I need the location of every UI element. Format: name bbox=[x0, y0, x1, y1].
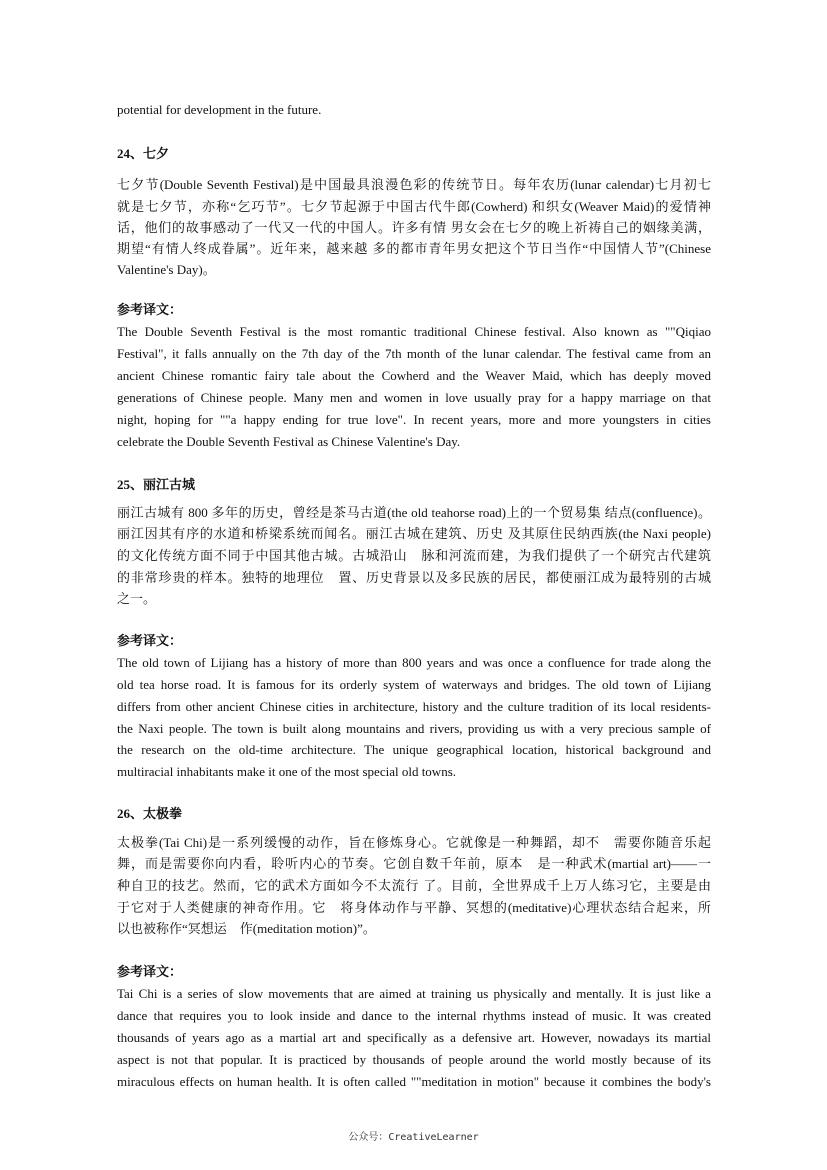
section-26-cn-line: 舞，而是需要你向内看，聆听内心的节奏。它创自数千年前，原本 是一种武术(martial art)——一 bbox=[117, 856, 711, 871]
section-25-en-line: The old town of Lijiang has a history of more than 800 years and was once a confluence for trade along the bbox=[117, 655, 711, 670]
section-26-cn-line: 于它对于人类健康的神奇作用。它 将身体动作与平静、冥想的(meditative)心理状态结合起来，所 bbox=[117, 900, 711, 915]
section-24-en-line: celebrate the Double Seventh Festival as Chinese Valentine's Day. bbox=[117, 434, 461, 449]
section-25-heading: 25、丽江古城 bbox=[117, 477, 196, 492]
section-24-en-line: ancient Chinese romantic fairy tale about the Cowherd and the Weaver Maid, which has deeply moved bbox=[117, 368, 711, 383]
section-26-en-line: Tai Chi is a series of slow movements that are aimed at training us physically and mentally. It is just like a bbox=[117, 986, 711, 1001]
section-26-cn-line: 太极拳(Tai Chi)是一系列缓慢的动作，旨在修炼身心。它就像是一种舞蹈，却不 需要你随音乐起 bbox=[117, 835, 711, 850]
section-25-en-line: the research on the old-time architecture. The unique geographical location, historical background and bbox=[117, 742, 711, 757]
intro-line: potential for development in the future. bbox=[117, 102, 322, 117]
section-26-heading: 26、太极拳 bbox=[117, 806, 183, 821]
section-25-cn-line: 之一。 bbox=[117, 591, 157, 606]
section-24-heading: 24、七夕 bbox=[117, 146, 170, 161]
section-24-en-line: The Double Seventh Festival is the most romantic traditional Chinese festival. Also known as ""Qiqiao bbox=[117, 324, 711, 339]
section-25-en-line: multiracial inhabitants make it one of the most special old towns. bbox=[117, 764, 457, 779]
section-24-cn-line: 七夕节(Double Seventh Festival)是中国最具浪漫色彩的传统节日。每年农历(lunar calendar)七月初七 bbox=[117, 177, 711, 192]
section-24-cn-line: Valentine's Day)。 bbox=[117, 262, 216, 277]
section-26-en-line: miraculous effects on human health. It is often called ""meditation in motion" because it combines the body's bbox=[117, 1074, 711, 1089]
section-24-en-line: Festival", it falls annually on the 7th day of the 7th month of the lunar calendar. The festival came from an bbox=[117, 346, 711, 361]
section-26-cn-line: 种自卫的技艺。然而，它的武术方面如今不太流行 了。目前，全世界成千上万人练习它，主要是由 bbox=[117, 878, 711, 893]
section-26-cn-line: 以也被称作“冥想运 作(meditation motion)”。 bbox=[117, 921, 376, 936]
page-footer: 公众号：CreativeLearner bbox=[348, 1132, 479, 1143]
section-25-cn-line: 的非常珍贵的样本。独特的地理位 置、历史背景以及多民族的居民，都使丽江成为最特别的古城 bbox=[117, 570, 711, 585]
section-24-ref-heading: 参考译文： bbox=[117, 302, 183, 317]
section-25-cn-line: 丽江因其有序的水道和桥梁系统而闻名。丽江古城在建筑、历史 及其原住民纳西族(the Naxi people) bbox=[117, 526, 711, 541]
section-25-ref-heading: 参考译文： bbox=[117, 633, 183, 648]
section-26-en-line: thousands of years ago as a martial art and specifically as a defensive art. However, nowadays its martial bbox=[117, 1030, 711, 1045]
section-26-en-line: dance that requires you to look inside and dance to the internal rhythms instead of music. It was created bbox=[117, 1008, 711, 1023]
section-26-ref-heading: 参考译文： bbox=[117, 964, 183, 979]
section-24-cn-line: 话，他们的故事感动了一代又一代的中国人。许多有情 男女会在七夕的晚上祈祷自己的姻缘美满， bbox=[117, 220, 711, 235]
section-24-cn-line: 期望“有情人终成眷属”。近年来，越来越 多的都市青年男女把这个节日当作“中国情人节”(Chinese bbox=[117, 241, 711, 256]
section-25-en-line: differs from other ancient Chinese cities in architecture, history and the culture tradition of its local residents- bbox=[117, 699, 711, 714]
section-25-cn-line: 丽江古城有 800 多年的历史，曾经是茶马古道(the old teahorse road)上的一个贸易集 结点(confluence)。 bbox=[117, 505, 711, 520]
section-24-en-line: night, hoping for ""a happy ending for true love". In recent years, more and more youngsters in cities bbox=[117, 412, 711, 427]
section-25-en-line: old tea horse road. It is famous for its orderly system of waterways and bridges. The old town of Lijiang bbox=[117, 677, 711, 692]
section-26-en-line: aspect is not that popular. It is practiced by thousands of people around the world mostly because of its bbox=[117, 1052, 711, 1067]
section-24-cn-line: 就是七夕节，亦称“乞巧节”。七夕节起源于中国古代牛郎(Cowherd) 和织女(Weaver Maid)的爱情神 bbox=[117, 199, 711, 214]
section-25-en-line: the Naxi people. The town is built along mountains and rivers, providing us with a very precious sample of bbox=[117, 721, 711, 736]
section-24-en-line: generations of Chinese people. Many men and women in love usually pray for a happy marriage on that bbox=[117, 390, 711, 405]
section-25-cn-line: 的文化传统方面不同于中国其他古城。古城沿山 脉和河流而建，为我们提供了一个研究古代建筑 bbox=[117, 548, 711, 563]
